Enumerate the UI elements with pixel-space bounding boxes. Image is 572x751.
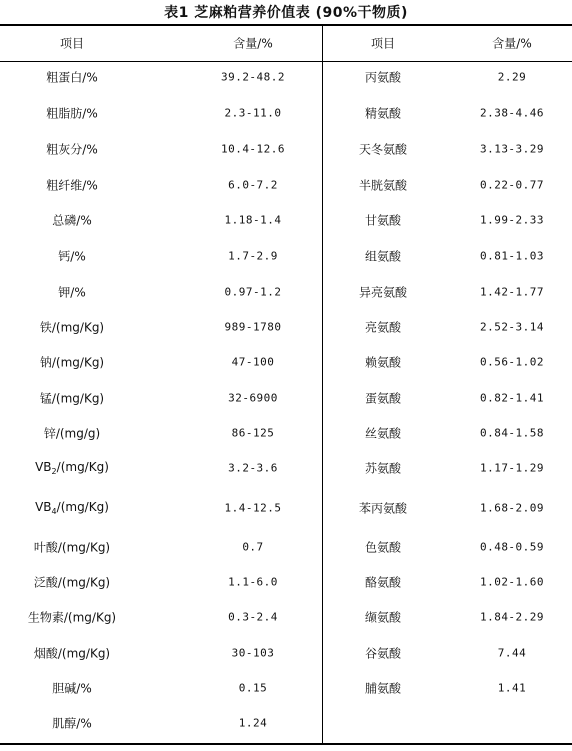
left-item-label: 肌醇/%	[52, 716, 92, 731]
left-item-label: 铁/(mg/Kg)	[39, 320, 105, 335]
header-left-item: 项目	[59, 36, 85, 51]
header-right-item: 项目	[370, 36, 396, 51]
left-item-value: 3.2-3.6	[228, 461, 278, 475]
left-item-label: 粗蛋白/%	[46, 70, 98, 85]
left-item-label: 总磷/%	[52, 213, 92, 228]
item-unit: /(mg/Kg)	[56, 499, 109, 514]
right-item-label: 亮氨酸	[364, 320, 402, 335]
left-item-label: 钙/%	[58, 249, 86, 264]
right-item-label: 丙氨酸	[364, 70, 402, 85]
right-item-value: 0.82-1.41	[479, 391, 545, 405]
header-right-content: 含量/%	[492, 36, 532, 51]
left-item-value: 30-103	[231, 646, 275, 660]
item-subscript: 2	[51, 467, 57, 477]
right-item-label: 苯丙氨酸	[358, 501, 408, 516]
left-item-value: 0.3-2.4	[228, 610, 278, 624]
left-item-value: 0.15	[238, 681, 268, 695]
left-item-label: 锰/(mg/Kg)	[39, 391, 105, 406]
right-item-label: 酪氨酸	[364, 575, 402, 590]
left-item-value: 10.4-12.6	[220, 142, 286, 156]
left-item-value: 1.18-1.4	[224, 213, 282, 227]
right-item-label: 赖氨酸	[364, 355, 402, 370]
right-item-value: 7.44	[497, 646, 527, 660]
left-item-value: 1.7-2.9	[228, 249, 278, 263]
left-item-label: 胆碱/%	[52, 681, 92, 696]
left-item-value: 32-6900	[228, 391, 278, 405]
right-item-label: 天冬氨酸	[358, 142, 408, 157]
right-item-label: 异亮氨酸	[358, 285, 408, 300]
left-item-value: 6.0-7.2	[228, 178, 278, 192]
left-item-label: 钾/%	[58, 285, 86, 300]
left-item-label: 生物素/(mg/Kg)	[27, 610, 117, 625]
right-item-value: 0.22-0.77	[479, 178, 545, 192]
right-item-label: 蛋氨酸	[364, 391, 402, 406]
right-item-value: 1.41	[497, 681, 527, 695]
left-item-value: 47-100	[231, 355, 275, 369]
bottom-rule	[0, 743, 572, 745]
left-item-value: 86-125	[231, 426, 275, 440]
left-item-value: 39.2-48.2	[220, 70, 286, 84]
right-item-label: 半胱氨酸	[358, 178, 408, 193]
left-item-label: 烟酸/(mg/Kg)	[33, 646, 111, 661]
left-item-label: 泛酸/(mg/Kg)	[33, 575, 111, 590]
right-item-value: 0.84-1.58	[479, 426, 545, 440]
right-item-label: 脯氨酸	[364, 681, 402, 696]
left-item-value: 0.7	[242, 540, 264, 554]
left-item-value: 1.1-6.0	[228, 575, 278, 589]
right-item-value: 3.13-3.29	[479, 142, 545, 156]
left-item-label: $VB_4/(mg/Kg)$	[35, 499, 109, 517]
left-item-label: 粗灰分/%	[46, 142, 98, 157]
table-caption: 表1 芝麻粕营养价值表 (90%干物质)	[164, 5, 408, 21]
right-item-label: 甘氨酸	[364, 213, 402, 228]
right-item-value: 2.29	[497, 70, 527, 84]
right-item-label: 色氨酸	[364, 540, 402, 555]
left-item-label: 叶酸/(mg/Kg)	[33, 540, 111, 555]
left-item-label: 粗纤维/%	[46, 178, 98, 193]
right-item-value: 1.99-2.33	[479, 213, 545, 227]
left-item-value: 1.24	[238, 716, 268, 730]
item-subscript: 4	[51, 507, 57, 517]
column-divider	[322, 26, 323, 743]
right-item-value: 1.17-1.29	[479, 461, 545, 475]
left-item-value: 2.3-11.0	[224, 106, 282, 120]
right-item-label: 苏氨酸	[364, 461, 402, 476]
left-item-value: 0.97-1.2	[224, 285, 282, 299]
right-item-value: 1.68-2.09	[479, 501, 545, 515]
left-item-label: 锌/(mg/g)	[43, 426, 101, 441]
right-item-value: 1.42-1.77	[479, 285, 545, 299]
right-item-label: 缬氨酸	[364, 610, 402, 625]
left-item-value: 989-1780	[224, 320, 282, 334]
right-item-value: 0.56-1.02	[479, 355, 545, 369]
right-item-value: 1.84-2.29	[479, 610, 545, 624]
right-item-label: 精氨酸	[364, 106, 402, 121]
right-item-label: 谷氨酸	[364, 646, 402, 661]
right-item-value: 0.81-1.03	[479, 249, 545, 263]
header-rule	[0, 61, 572, 62]
left-item-value: 1.4-12.5	[224, 501, 282, 515]
right-item-value: 0.48-0.59	[479, 540, 545, 554]
left-item-label: 钠/(mg/Kg)	[39, 355, 105, 370]
right-item-value: 2.38-4.46	[479, 106, 545, 120]
right-item-label: 组氨酸	[364, 249, 402, 264]
left-item-label: 粗脂肪/%	[46, 106, 98, 121]
left-item-label: $VB_2/(mg/Kg)$	[35, 459, 109, 477]
header-left-content: 含量/%	[233, 36, 273, 51]
top-rule	[0, 24, 572, 26]
item-unit: /(mg/Kg)	[56, 459, 109, 474]
right-item-value: 1.02-1.60	[479, 575, 545, 589]
right-item-label: 丝氨酸	[364, 426, 402, 441]
right-item-value: 2.52-3.14	[479, 320, 545, 334]
